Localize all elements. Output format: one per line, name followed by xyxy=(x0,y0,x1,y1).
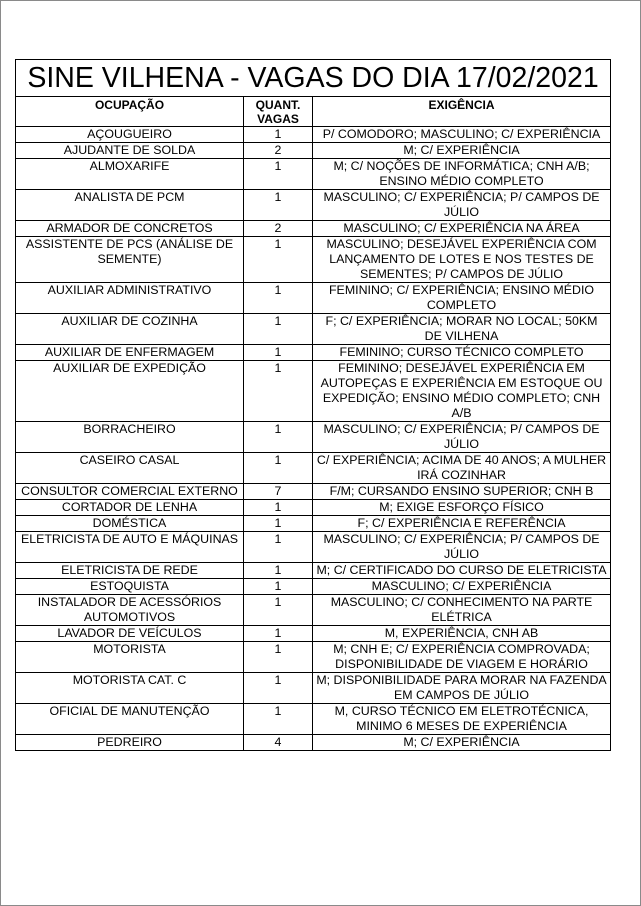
cell-ocupacao: ARMADOR DE CONCRETOS xyxy=(16,221,244,237)
cell-ocupacao: BORRACHEIRO xyxy=(16,422,244,453)
cell-exigencia: P/ COMODORO; MASCULINO; C/ EXPERIÊNCIA xyxy=(313,127,611,143)
cell-ocupacao: OFICIAL DE MANUTENÇÃO xyxy=(16,704,244,735)
page-title: SINE VILHENA - VAGAS DO DIA 17/02/2021 xyxy=(16,60,611,97)
cell-exigencia: M; EXIGE ESFORÇO FÍSICO xyxy=(313,500,611,516)
table-row xyxy=(16,642,611,673)
table-row xyxy=(16,563,611,579)
table-row xyxy=(16,704,611,735)
cell-quant-vagas: 1 xyxy=(244,626,313,642)
cell-ocupacao: ANALISTA DE PCM xyxy=(16,190,244,221)
cell-exigencia: M, EXPERIÊNCIA, CNH AB xyxy=(313,626,611,642)
cell-quant-vagas: 1 xyxy=(244,190,313,221)
cell-ocupacao: AUXILIAR DE COZINHA xyxy=(16,314,244,345)
cell-ocupacao: ELETRICISTA DE REDE xyxy=(16,563,244,579)
cell-exigencia: M; C/ NOÇÕES DE INFORMÁTICA; CNH A/B; ENSINO MÉDIO COMPLETO xyxy=(313,159,611,190)
cell-quant-vagas: 1 xyxy=(244,159,313,190)
cell-quant-vagas: 1 xyxy=(244,314,313,345)
cell-ocupacao: AUXILIAR DE EXPEDIÇÃO xyxy=(16,361,244,422)
table-row xyxy=(16,221,611,237)
cell-exigencia: M, CURSO TÉCNICO EM ELETROTÉCNICA, MINIMO 6 MESES DE EXPERIÊNCIA xyxy=(313,704,611,735)
cell-ocupacao: AÇOUGUEIRO xyxy=(16,127,244,143)
cell-quant-vagas: 1 xyxy=(244,422,313,453)
cell-exigencia: FEMININO; C/ EXPERIÊNCIA; ENSINO MÉDIO COMPLETO xyxy=(313,283,611,314)
cell-exigencia: MASCULINO; DESEJÁVEL EXPERIÊNCIA COM LANÇAMENTO DE LOTES E NOS TESTES DE SEMENTES; P/ CAMPOS DE JÚLIO xyxy=(313,237,611,283)
table-row xyxy=(16,516,611,532)
cell-exigencia: FEMININO; CURSO TÉCNICO COMPLETO xyxy=(313,345,611,361)
cell-quant-vagas: 1 xyxy=(244,345,313,361)
cell-exigencia: M; DISPONIBILIDADE PARA MORAR NA FAZENDA EM CAMPOS DE JÚLIO xyxy=(313,673,611,704)
cell-exigencia: MASCULINO; C/ CONHECIMENTO NA PARTE ELÉTRICA xyxy=(313,595,611,626)
table-row xyxy=(16,314,611,345)
header-exigencia: EXIGÊNCIA xyxy=(313,97,611,127)
cell-quant-vagas: 1 xyxy=(244,642,313,673)
table-row xyxy=(16,345,611,361)
cell-quant-vagas: 4 xyxy=(244,735,313,751)
table-body xyxy=(16,127,611,751)
table-row xyxy=(16,361,611,422)
table-row xyxy=(16,500,611,516)
cell-ocupacao: ALMOXARIFE xyxy=(16,159,244,190)
cell-quant-vagas: 1 xyxy=(244,704,313,735)
table-row xyxy=(16,735,611,751)
cell-ocupacao: ESTOQUISTA xyxy=(16,579,244,595)
cell-exigencia: C/ EXPERIÊNCIA; ACIMA DE 40 ANOS; A MULHER IRÁ COZINHAR xyxy=(313,453,611,484)
cell-exigencia: F; C/ EXPERIÊNCIA; MORAR NO LOCAL; 50KM DE VILHENA xyxy=(313,314,611,345)
cell-exigencia: F/M; CURSANDO ENSINO SUPERIOR; CNH B xyxy=(313,484,611,500)
table-row xyxy=(16,673,611,704)
cell-ocupacao: INSTALADOR DE ACESSÓRIOS AUTOMOTIVOS xyxy=(16,595,244,626)
table-row xyxy=(16,143,611,159)
cell-quant-vagas: 1 xyxy=(244,516,313,532)
cell-quant-vagas: 1 xyxy=(244,237,313,283)
cell-quant-vagas: 1 xyxy=(244,532,313,563)
cell-quant-vagas: 1 xyxy=(244,283,313,314)
cell-quant-vagas: 1 xyxy=(244,595,313,626)
cell-ocupacao: PEDREIRO xyxy=(16,735,244,751)
cell-exigencia: MASCULINO; C/ EXPERIÊNCIA NA ÁREA xyxy=(313,221,611,237)
cell-ocupacao: CORTADOR DE LENHA xyxy=(16,500,244,516)
cell-ocupacao: CONSULTOR COMERCIAL EXTERNO xyxy=(16,484,244,500)
table-row xyxy=(16,159,611,190)
table-row xyxy=(16,532,611,563)
cell-quant-vagas: 1 xyxy=(244,453,313,484)
table-row xyxy=(16,127,611,143)
table-row xyxy=(16,283,611,314)
cell-exigencia: M; C/ EXPERIÊNCIA xyxy=(313,143,611,159)
cell-quant-vagas: 1 xyxy=(244,579,313,595)
cell-ocupacao: ASSISTENTE DE PCS (ANÁLISE DE SEMENTE) xyxy=(16,237,244,283)
cell-exigencia: M; CNH E; C/ EXPERIÊNCIA COMPROVADA; DISPONIBILIDADE DE VIAGEM E HORÁRIO xyxy=(313,642,611,673)
cell-ocupacao: AUXILIAR DE ENFERMAGEM xyxy=(16,345,244,361)
table-row xyxy=(16,453,611,484)
header-row xyxy=(16,97,611,127)
cell-quant-vagas: 1 xyxy=(244,500,313,516)
table-row xyxy=(16,595,611,626)
cell-ocupacao: ELETRICISTA DE AUTO E MÁQUINAS xyxy=(16,532,244,563)
cell-quant-vagas: 7 xyxy=(244,484,313,500)
cell-ocupacao: AUXILIAR ADMINISTRATIVO xyxy=(16,283,244,314)
header-quant-vagas: QUANT. VAGAS xyxy=(244,97,313,127)
title-row xyxy=(16,60,611,97)
cell-exigencia: MASCULINO; C/ EXPERIÊNCIA xyxy=(313,579,611,595)
table-row xyxy=(16,626,611,642)
table-row xyxy=(16,422,611,453)
cell-exigencia: M; C/ EXPERIÊNCIA xyxy=(313,735,611,751)
cell-quant-vagas: 2 xyxy=(244,221,313,237)
cell-ocupacao: LAVADOR DE VEÍCULOS xyxy=(16,626,244,642)
table-row xyxy=(16,190,611,221)
cell-ocupacao: CASEIRO CASAL xyxy=(16,453,244,484)
cell-ocupacao: MOTORISTA xyxy=(16,642,244,673)
table-row xyxy=(16,484,611,500)
cell-exigencia: MASCULINO; C/ EXPERIÊNCIA; P/ CAMPOS DE JÚLIO xyxy=(313,422,611,453)
cell-quant-vagas: 1 xyxy=(244,361,313,422)
cell-quant-vagas: 1 xyxy=(244,673,313,704)
table-row xyxy=(16,237,611,283)
header-ocupacao: OCUPAÇÃO xyxy=(16,97,244,127)
cell-exigencia: MASCULINO; C/ EXPERIÊNCIA; P/ CAMPOS DE JÚLIO xyxy=(313,190,611,221)
cell-exigencia: F; C/ EXPERIÊNCIA E REFERÊNCIA xyxy=(313,516,611,532)
vagas-table xyxy=(15,59,611,751)
cell-exigencia: M; C/ CERTIFICADO DO CURSO DE ELETRICISTA xyxy=(313,563,611,579)
table-row xyxy=(16,579,611,595)
cell-quant-vagas: 1 xyxy=(244,563,313,579)
cell-ocupacao: AJUDANTE DE SOLDA xyxy=(16,143,244,159)
cell-exigencia: MASCULINO; C/ EXPERIÊNCIA; P/ CAMPOS DE JÚLIO xyxy=(313,532,611,563)
cell-ocupacao: MOTORISTA CAT. C xyxy=(16,673,244,704)
cell-quant-vagas: 1 xyxy=(244,127,313,143)
cell-exigencia: FEMININO; DESEJÁVEL EXPERIÊNCIA EM AUTOPEÇAS E EXPERIÊNCIA EM ESTOQUE OU EXPEDIÇÃO; ENSINO MÉDIO COMPLETO; CNH A/B xyxy=(313,361,611,422)
cell-quant-vagas: 2 xyxy=(244,143,313,159)
cell-ocupacao: DOMÉSTICA xyxy=(16,516,244,532)
